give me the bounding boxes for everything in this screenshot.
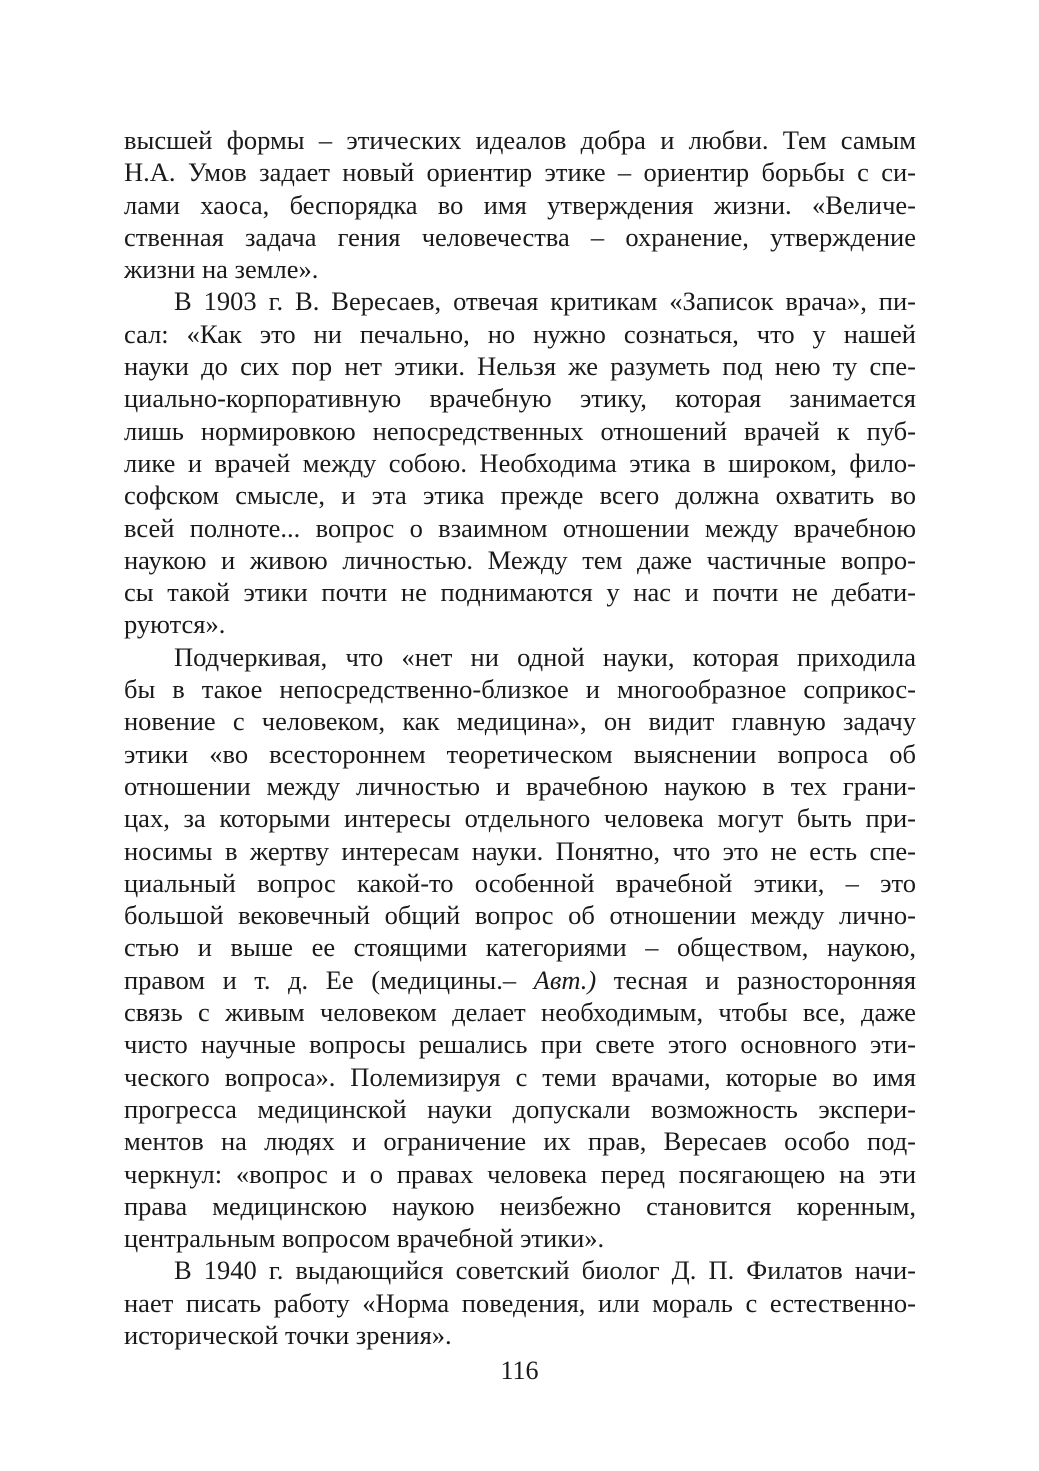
text-line: лишь нормировкою непосредственных отношений врачей к пуб-: [124, 415, 916, 446]
text-line: циальный вопрос какой-то особенной врачебной этики, – это: [124, 867, 916, 898]
text-line: жизни на земле».: [124, 254, 319, 285]
paragraph: [124, 641, 916, 1255]
text-line: лами хаоса, беспорядка во имя утверждения жизни. «Величе-: [124, 189, 916, 220]
text-line: цах, за которыми интересы отдельного человека могут быть при-: [124, 803, 916, 834]
text-line: стью и выше ее стоящими категориями – обществом, наукою,: [124, 932, 916, 963]
text-line: новение с человеком, как медицина», он видит главную задачу: [124, 706, 916, 737]
text-line: носимы в жертву интересам науки. Понятно, что это не есть спе-: [124, 835, 916, 866]
text-line: этики «во всестороннем теоретическом выяснении вопроса об: [124, 738, 916, 769]
text-line: [124, 964, 916, 996]
text-segment: тесная и разносторонняя: [596, 964, 917, 995]
page-number: 116: [500, 1356, 539, 1385]
page-body: [124, 124, 916, 1351]
text-line: сы такой этики почти не поднимаются у нас и почти не дебати-: [124, 577, 916, 608]
text-line: науки до сих пор нет этики. Нельзя же разуметь под нею ту спе-: [124, 351, 916, 382]
text-line: сал: «Как это ни печально, но нужно сознаться, что у нашей: [124, 318, 916, 349]
text-line: ственная задача гения человечества – охранение, утверждение: [124, 221, 916, 252]
text-line: ментов на людях и ограничение их прав, Вересаев особо под-: [124, 1126, 916, 1157]
text-line: В 1940 г. выдающийся советский биолог Д. П. Филатов начи-: [174, 1255, 916, 1286]
text-line: циально-корпоративную врачебную этику, которая занимается: [124, 383, 916, 414]
text-line: черкнул: «вопрос и о правах человека перед посягающею на эти: [124, 1158, 916, 1189]
text-line: центральным вопросом врачебной этики».: [124, 1223, 605, 1254]
text-line: чисто научные вопросы решались при свете этого основного эти-: [124, 1029, 916, 1060]
text-line: Подчеркивая, что «нет ни одной науки, которая приходила: [174, 641, 916, 672]
text-line: ческого вопроса». Полемизируя с теми врачами, которые во имя: [124, 1061, 916, 1092]
text-line: Н.А. Умов задает новый ориентир этике – ориентир борьбы с си-: [124, 157, 916, 188]
text-line: лике и врачей между собою. Необходима этика в широком, фило-: [124, 447, 916, 478]
paragraph: [124, 285, 916, 640]
text-line: отношении между личностью и врачебною наукою в тех грани-: [124, 770, 916, 801]
text-line: софском смысле, и эта этика прежде всего должна охватить во: [124, 480, 916, 511]
text-line: нает писать работу «Норма поведения, или мораль с естественно-: [124, 1287, 916, 1318]
text-line: связь с живым человеком делает необходимым, чтобы все, даже: [124, 997, 916, 1028]
text-line: высшей формы – этических идеалов добра и любви. Тем самым: [124, 125, 916, 155]
text-line: руются».: [124, 609, 226, 640]
paragraph: [124, 124, 916, 285]
text-line: исторической точки зрения».: [124, 1319, 452, 1350]
text-line: прогресса медицинской науки допускали возможность экспери-: [124, 1093, 916, 1124]
text-segment: правом и т. д. Ее (медицины.–: [124, 964, 534, 995]
text-line: большой вековечный общий вопрос об отношении между лично-: [124, 900, 916, 931]
text-line: В 1903 г. В. Вересаев, отвечая критикам «Записок врача», пи-: [174, 286, 916, 317]
text-line: всей полноте... вопрос о взаимном отношении между врачебною: [124, 512, 916, 543]
paragraph: [124, 1254, 916, 1351]
text-line: наукою и живою личностью. Между тем даже частичные вопро-: [124, 544, 916, 575]
author-note: Авт.): [533, 964, 597, 995]
text-line: права медицинскою наукою неизбежно становится коренным,: [124, 1190, 916, 1221]
text-line: бы в такое непосредственно-близкое и многообразное соприкос-: [124, 674, 916, 705]
